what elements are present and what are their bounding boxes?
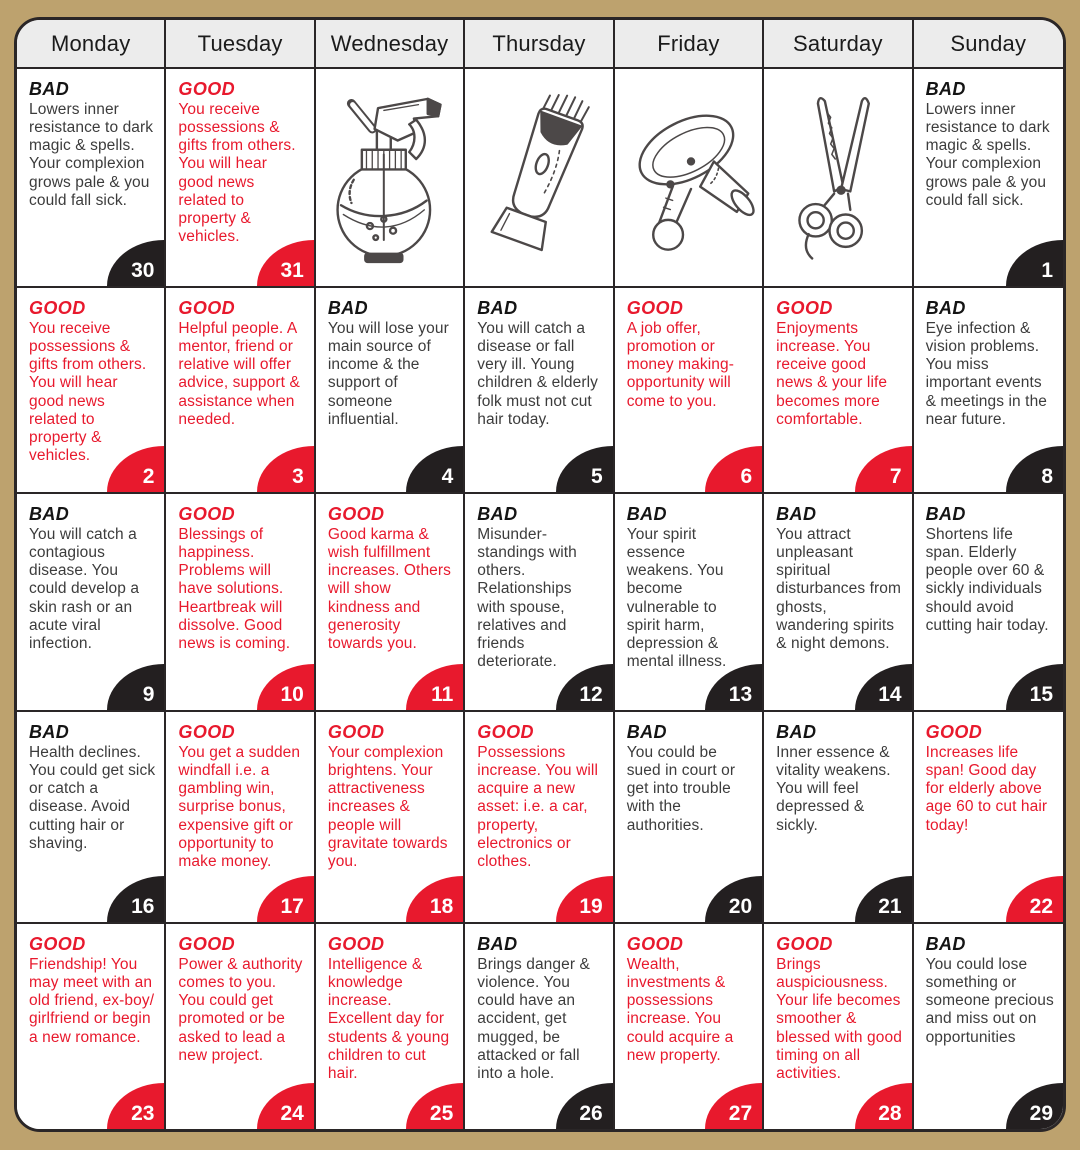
day-cell-12 bbox=[465, 494, 614, 712]
day-description: Brings auspiciousness. Your life becomes smoother & blessed with good timing on all activities. bbox=[776, 956, 902, 1082]
day-description: Good karma & wish fulfillment increases. Others will show kindness and generosity towards you. bbox=[327, 526, 452, 652]
date-badge: 22 bbox=[1006, 876, 1063, 922]
verdict-label: BAD bbox=[925, 934, 966, 954]
date-badge: 2 bbox=[107, 446, 164, 492]
date-badge: 1 bbox=[1006, 240, 1063, 286]
day-description: Misunder- standings with others. Relationships with spouse, relatives and friends deteriorate. bbox=[477, 526, 577, 670]
date-badge: 19 bbox=[556, 876, 613, 922]
verdict-label: GOOD bbox=[178, 504, 236, 524]
date-badge: 9 bbox=[107, 664, 164, 710]
verdict-label: BAD bbox=[925, 79, 966, 99]
date-badge: 30 bbox=[107, 240, 164, 286]
spray-bottle-icon bbox=[326, 85, 453, 270]
day-description: You receive possessions & gifts from others. You will hear good news related to property & vehicles. bbox=[178, 101, 296, 245]
day-description: Your spirit essence weakens. You become vulnerable to spirit harm, depression & mental illness. bbox=[626, 526, 727, 670]
date-badge: 16 bbox=[107, 876, 164, 922]
day-cell-8 bbox=[914, 288, 1063, 494]
verdict-label: GOOD bbox=[29, 298, 86, 318]
day-description: You will catch a disease or fall very ill. Young children & elderly folk must not cut hair today. bbox=[477, 320, 598, 428]
tool-cell-scissors bbox=[764, 69, 913, 288]
day-description: You could lose something or someone precious and miss out on opportunities bbox=[925, 956, 1054, 1046]
date-badge: 5 bbox=[556, 446, 613, 492]
date-badge: 10 bbox=[257, 664, 314, 710]
day-description: Helpful people. A mentor, friend or relative will offer advice, support & assistance when needed. bbox=[178, 320, 300, 428]
verdict-label: BAD bbox=[327, 298, 369, 318]
day-description: Increases life span! Good day for elderly above age 60 to cut hair today! bbox=[925, 744, 1048, 834]
verdict-label: BAD bbox=[477, 298, 518, 318]
day-cell-29 bbox=[914, 924, 1063, 1129]
day-cell-25 bbox=[316, 924, 465, 1129]
date-badge: 17 bbox=[257, 876, 314, 922]
day-cell-4 bbox=[316, 288, 465, 494]
day-cell-27 bbox=[615, 924, 764, 1129]
date-badge: 21 bbox=[855, 876, 912, 922]
verdict-label: GOOD bbox=[178, 298, 236, 318]
verdict-label: BAD bbox=[477, 504, 518, 524]
day-description: Power & authority comes to you. You could get promoted or be asked to lead a new project. bbox=[178, 956, 303, 1064]
verdict-label: GOOD bbox=[327, 504, 385, 524]
date-badge: 8 bbox=[1006, 446, 1063, 492]
day-cell-20 bbox=[615, 712, 764, 924]
day-description: You attract unpleasant spiritual disturbances from ghosts, wandering spirits & night demons. bbox=[776, 526, 902, 652]
day-description: Shortens life span. Elderly people over 60 & sickly individuals should avoid cutting hair today. bbox=[925, 526, 1049, 634]
date-badge: 12 bbox=[556, 664, 613, 710]
date-badge: 26 bbox=[556, 1083, 613, 1129]
day-cell-9 bbox=[17, 494, 166, 712]
tool-cell-spray-bottle bbox=[316, 69, 465, 288]
verdict-label: BAD bbox=[776, 504, 817, 524]
calendar-grid bbox=[14, 17, 1066, 1132]
date-badge: 7 bbox=[855, 446, 912, 492]
day-cell-18 bbox=[316, 712, 465, 924]
day-description: Brings danger & violence. You could have an accident, get mugged, be attacked or fall into a hole. bbox=[477, 956, 590, 1082]
day-cell-10 bbox=[166, 494, 315, 712]
verdict-label: BAD bbox=[626, 504, 667, 524]
date-badge: 27 bbox=[705, 1083, 762, 1129]
day-cell-7 bbox=[764, 288, 913, 494]
day-description: Inner essence & vitality weakens. You will feel depressed & sickly. bbox=[776, 744, 891, 834]
weekday-header-thursday: Thursday bbox=[465, 20, 614, 69]
day-cell-3 bbox=[166, 288, 315, 494]
verdict-label: GOOD bbox=[626, 298, 684, 318]
verdict-label: GOOD bbox=[776, 298, 833, 318]
verdict-label: BAD bbox=[925, 504, 966, 524]
day-cell-22 bbox=[914, 712, 1063, 924]
day-description: Wealth, investments & possessions increase. You could acquire a new property. bbox=[626, 956, 734, 1064]
hair-clipper-icon bbox=[475, 85, 602, 270]
date-badge: 15 bbox=[1006, 664, 1063, 710]
day-cell-28 bbox=[764, 924, 913, 1129]
day-cell-17 bbox=[166, 712, 315, 924]
tool-cell-hair-clipper bbox=[465, 69, 614, 288]
verdict-label: GOOD bbox=[178, 79, 236, 99]
date-badge: 14 bbox=[855, 664, 912, 710]
day-cell-13 bbox=[615, 494, 764, 712]
date-badge: 25 bbox=[406, 1083, 463, 1129]
day-cell-24 bbox=[166, 924, 315, 1129]
hair-dryer-icon bbox=[620, 85, 757, 270]
weekday-header-sunday: Sunday bbox=[914, 20, 1063, 69]
verdict-label: BAD bbox=[29, 722, 70, 742]
day-cell-19 bbox=[465, 712, 614, 924]
verdict-label: BAD bbox=[29, 79, 70, 99]
date-badge: 6 bbox=[705, 446, 762, 492]
day-description: You get a sudden windfall i.e. a gambling win, surprise bonus, expensive gift or opportunity to make money. bbox=[178, 744, 301, 870]
day-description: You will lose your main source of income & the support of someone influential. bbox=[327, 320, 449, 428]
day-cell-1 bbox=[914, 69, 1063, 288]
date-badge: 23 bbox=[107, 1083, 164, 1129]
day-cell-15 bbox=[914, 494, 1063, 712]
verdict-label: GOOD bbox=[178, 934, 236, 954]
weekday-header-friday: Friday bbox=[615, 20, 764, 69]
day-description: Blessings of happiness. Problems will have solutions. Heartbreak will dissolve. Good news is coming. bbox=[178, 526, 291, 652]
day-cell-14 bbox=[764, 494, 913, 712]
date-badge: 18 bbox=[406, 876, 463, 922]
tool-cell-hair-dryer bbox=[615, 69, 764, 288]
date-badge: 3 bbox=[257, 446, 314, 492]
day-description: You could be sued in court or get into trouble with the authorities. bbox=[626, 744, 736, 834]
day-cell-26 bbox=[465, 924, 614, 1129]
day-description: Your complexion brightens. Your attractiveness increases & people will gravitate towards you. bbox=[327, 744, 448, 870]
date-badge: 24 bbox=[257, 1083, 314, 1129]
date-badge: 31 bbox=[257, 240, 314, 286]
date-badge: 28 bbox=[855, 1083, 912, 1129]
day-cell-2 bbox=[17, 288, 166, 494]
day-description: Health declines. You could get sick or catch a disease. Avoid cutting hair or shaving. bbox=[29, 744, 156, 852]
day-cell-23 bbox=[17, 924, 166, 1129]
weekday-header-wednesday: Wednesday bbox=[316, 20, 465, 69]
weekday-header-tuesday: Tuesday bbox=[166, 20, 315, 69]
verdict-label: GOOD bbox=[925, 722, 983, 742]
day-cell-16 bbox=[17, 712, 166, 924]
day-cell-21 bbox=[764, 712, 913, 924]
day-description: Eye infection & vision problems. You miss important events & meetings in the near future. bbox=[925, 320, 1048, 428]
day-description: Enjoyments increase. You receive good news & your life becomes more comfortable. bbox=[776, 320, 888, 428]
day-description: A job offer, promotion or money making- opportunity will come to you. bbox=[626, 320, 734, 410]
day-description: You will catch a contagious disease. You could develop a skin rash or an acute viral infection. bbox=[29, 526, 140, 652]
date-badge: 11 bbox=[406, 664, 463, 710]
verdict-label: GOOD bbox=[477, 722, 534, 742]
date-badge: 29 bbox=[1006, 1083, 1063, 1129]
verdict-label: BAD bbox=[29, 504, 70, 524]
verdict-label: BAD bbox=[776, 722, 817, 742]
scissors-icon bbox=[774, 85, 901, 270]
day-cell-30 bbox=[17, 69, 166, 288]
day-description: Friendship! You may meet with an old friend, ex-boy/ girlfriend or begin a new romance. bbox=[29, 956, 155, 1046]
day-cell-6 bbox=[615, 288, 764, 494]
verdict-label: BAD bbox=[477, 934, 518, 954]
weekday-header-saturday: Saturday bbox=[764, 20, 913, 69]
date-badge: 20 bbox=[705, 876, 762, 922]
day-description: You receive possessions & gifts from others. You will hear good news related to property & vehicles. bbox=[29, 320, 147, 464]
verdict-label: GOOD bbox=[178, 722, 236, 742]
verdict-label: GOOD bbox=[327, 934, 385, 954]
day-cell-31 bbox=[166, 69, 315, 288]
date-badge: 4 bbox=[406, 446, 463, 492]
verdict-label: GOOD bbox=[626, 934, 684, 954]
day-cell-5 bbox=[465, 288, 614, 494]
verdict-label: BAD bbox=[626, 722, 667, 742]
verdict-label: GOOD bbox=[776, 934, 833, 954]
day-description: Possessions increase. You will acquire a new asset: i.e. a car, property, electronics or clothes. bbox=[477, 744, 598, 870]
day-description: Intelligence & knowledge increase. Excellent day for students & young children to cut hair. bbox=[327, 956, 450, 1082]
weekday-header-monday: Monday bbox=[17, 20, 166, 69]
verdict-label: GOOD bbox=[327, 722, 385, 742]
verdict-label: BAD bbox=[925, 298, 966, 318]
day-cell-11 bbox=[316, 494, 465, 712]
day-description: Lowers inner resistance to dark magic & spells. Your complexion grows pale & you could fall sick. bbox=[29, 101, 154, 209]
date-badge: 13 bbox=[705, 664, 762, 710]
verdict-label: GOOD bbox=[29, 934, 86, 954]
day-description: Lowers inner resistance to dark magic & spells. Your complexion grows pale & you could fall sick. bbox=[925, 101, 1050, 209]
